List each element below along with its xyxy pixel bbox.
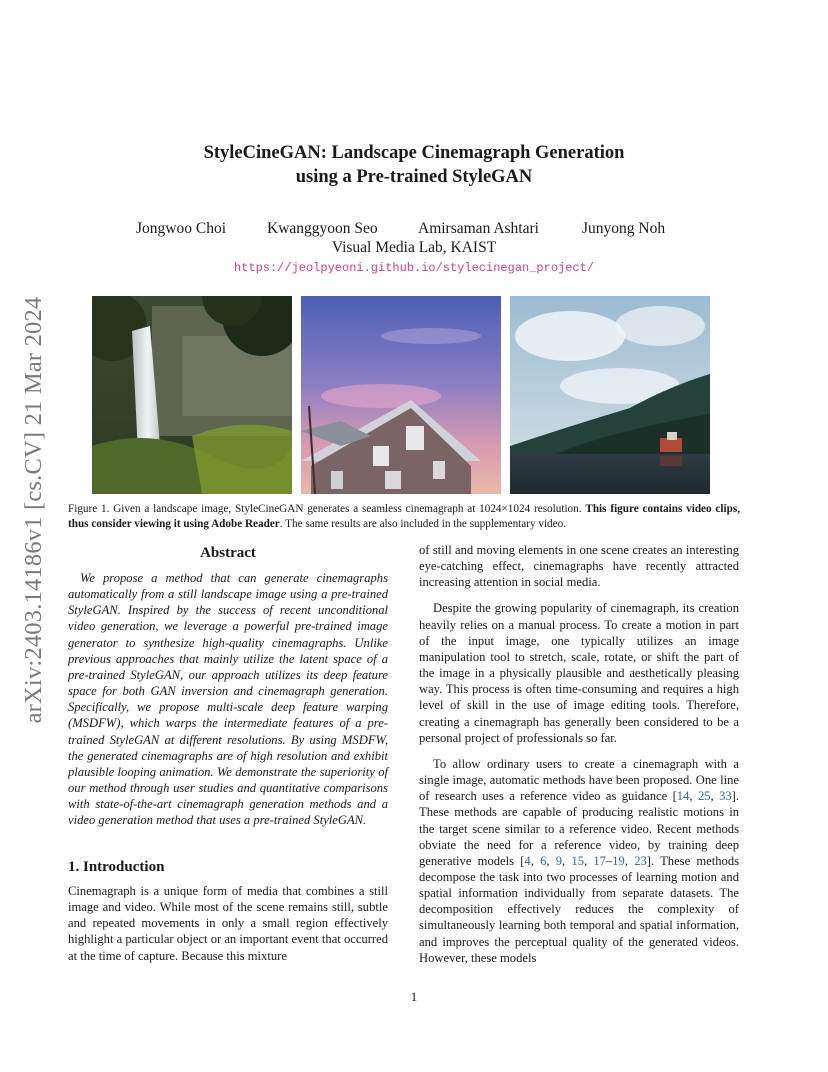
text-run: ,: [710, 789, 720, 804]
abstract-heading: Abstract: [200, 545, 256, 561]
text-run: ,: [624, 853, 635, 868]
author-name: Kwanggyoon Seo: [267, 220, 378, 237]
introduction-paragraph: Cinemagraph is a unique form of media that combines a still image and video. While most of the scene remains still, subtle and repeated movements in only a small region effectively highlight a particular object or an important event that occurred at the time of capture. Because this mixture: [68, 884, 388, 963]
author-name: Amirsaman Ashtari: [418, 220, 539, 237]
citation-link[interactable]: 17: [593, 853, 606, 868]
caption-text-end: . The same results are also included in the supplementary video.: [279, 518, 567, 530]
text-run: ,: [530, 853, 541, 868]
paragraph: Despite the growing popularity of cinemagraph, its creation heavily relies on a manual process. To create a motion in part of the input image, one typically utilizes an image manipulation tool to stretch, scale, rotate, or shift the part of the image in a physically plausible and aesthetically pleasing way. This process is often time-consuming and requires a high level of skill in the use of image editing tools. Therefore, creating a cinemagraph has generally been considered to be a personal project of professionals so far.: [419, 601, 739, 745]
project-url-link[interactable]: https://jeolpyeoni.github.io/stylecinegan_project/: [233, 261, 595, 275]
paper-title: [0, 141, 828, 189]
citation-link[interactable]: 19: [612, 853, 625, 868]
arxiv-stamp: [4, 240, 64, 780]
figure-waterfall-image: [92, 296, 292, 494]
text-run: ,: [689, 789, 698, 804]
right-column: [419, 542, 739, 966]
text-run: ]. These methods are capable of producing realistic motions in the target scene similar to a reference video. Recent methods obviate the need for a reference video, by training deep generative models [: [419, 789, 740, 868]
figure-caption: [68, 502, 740, 532]
caption-text: Figure 1. Given a landscape image, StyleCineGAN generates a seamless cinemagraph at 1024×1024 resolution.: [68, 503, 586, 515]
author-name: Jongwoo Choi: [136, 220, 226, 237]
citation-link[interactable]: 33: [719, 789, 732, 804]
arxiv-identifier: arXiv:2403.14186v1 [cs.CV] 21 Mar 2024: [20, 296, 47, 724]
title-line-2: using a Pre-trained StyleGAN: [295, 167, 533, 187]
caption-bold-note: This figure contains video clips, thus consider viewing it using Adobe Reader: [68, 503, 740, 530]
text-run: ,: [562, 853, 572, 868]
paragraph-with-citations: [419, 756, 739, 966]
introduction-heading: 1. Introduction: [68, 859, 165, 875]
affiliation: Visual Media Lab, KAIST: [331, 239, 497, 256]
text-run: ]. These methods decompose the task into two processes of learning motion and spatial information individually from separate datasets. The decomposition effectively reduces the complexity of simultaneously learning both temporal and spatial information, and improves the perceptual quality of the generated videos. However, these models: [419, 853, 740, 965]
title-line-1: StyleCineGAN: Landscape Cinemagraph Generation: [203, 143, 625, 163]
citation-link[interactable]: 15: [571, 853, 584, 868]
citation-link[interactable]: 14: [676, 789, 690, 804]
text-run: To allow ordinary users to create a cinemagraph with a single image, automatic methods have been proposed. One line of research uses a reference video as guidance [: [419, 756, 739, 804]
paragraph: of still and moving elements in one scene creates an interesting eye-catching effect, cinemagraphs have recently attracted increasing attention in social media.: [419, 543, 739, 590]
citation-link[interactable]: 23: [634, 853, 647, 868]
citation-link[interactable]: 9: [555, 853, 563, 868]
page-number: 1: [410, 990, 418, 1004]
citation-link[interactable]: 6: [540, 853, 547, 868]
citation-link[interactable]: 25: [697, 789, 711, 804]
abstract-paragraph: We propose a method that can generate cinemagraphs automatically from a still landscape image using a pre-trained StyleGAN. Inspired by the success of recent unconditional video generation, we leverage a powerful pre-trained image generator to synthesize high-quality cinemagraphs. Unlike previous approaches that mainly utilize the latent space of a pre-trained StyleGAN, our approach utilizes its deep feature space for both GAN inversion and cinemagraph generation. Specifically, we propose multi-scale deep feature warping (MSDFW), which warps the intermediate features of a pre-trained StyleGAN at different resolutions. By using MSDFW, the generated cinemagraphs are of high resolution and exhibit plausible looping animation. We demonstrate the superiority of our method through user studies and quantitative comparisons with state-of-the-art cinemagraph generation methods and a video generation method that uses a pre-trained StyleGAN.: [68, 571, 388, 828]
text-run: –: [605, 853, 613, 868]
abstract-body: [68, 570, 388, 829]
introduction-body: [68, 883, 388, 964]
text-run: ,: [546, 853, 556, 868]
figure-lake-image: [510, 296, 710, 494]
author-name: Junyong Noh: [582, 220, 666, 237]
figure-house-image: [301, 296, 501, 494]
citation-link[interactable]: 4: [524, 853, 531, 868]
text-run: ,: [583, 853, 594, 868]
